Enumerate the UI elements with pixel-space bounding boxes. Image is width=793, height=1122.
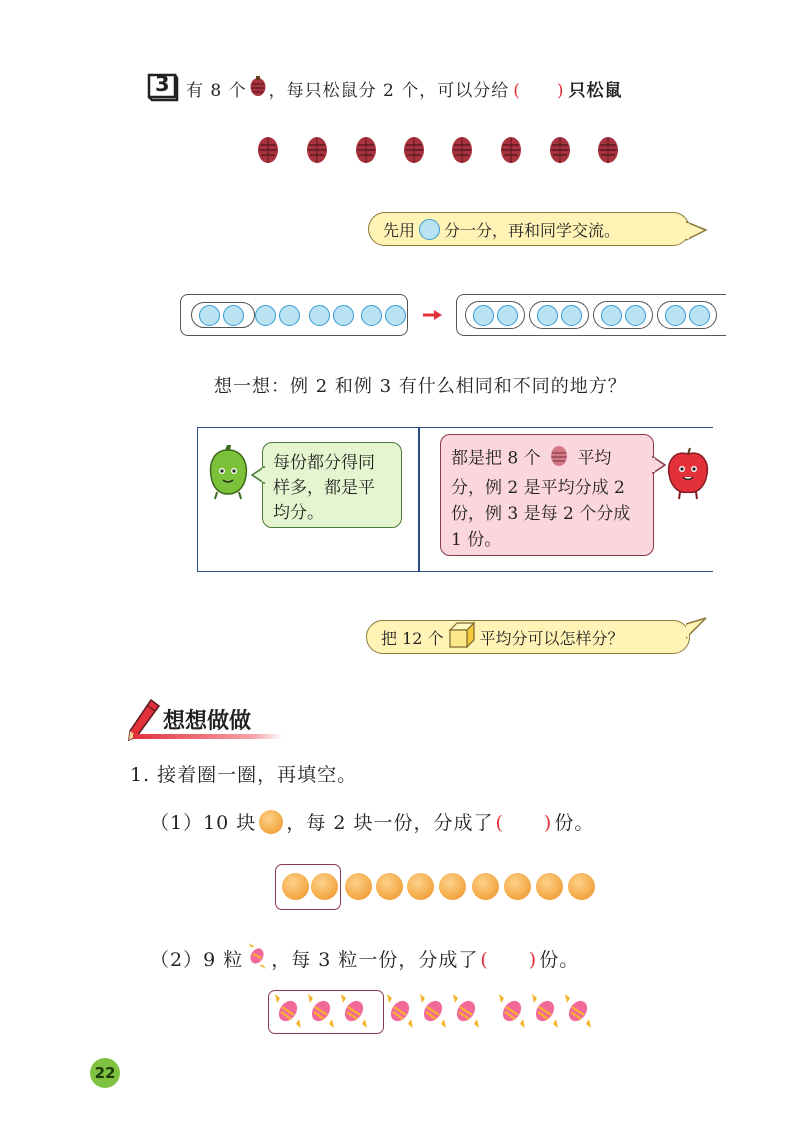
section-header <box>127 698 287 742</box>
counter-circle <box>255 305 276 326</box>
counter-circle <box>537 305 558 326</box>
counter-circle <box>333 305 354 326</box>
cookie <box>345 873 372 900</box>
pinecone-icon <box>307 137 327 163</box>
pinecone-icon <box>501 137 521 163</box>
q2-answer-blank[interactable]: ( ) <box>480 949 538 971</box>
q2-middle: ，每 3 粒一份，分成了 <box>271 949 479 971</box>
pinecone-icon <box>404 137 424 163</box>
discussion-box <box>197 427 713 572</box>
counter-circle-icon <box>419 219 440 240</box>
pinecone-icon <box>258 137 278 163</box>
cookie <box>376 873 403 900</box>
example-number: 3 <box>155 72 170 96</box>
pink-speech-text-1: 都是把 8 个 <box>451 448 541 469</box>
hint-text-2: 分一分，再和同学交流。 <box>444 220 621 240</box>
page-number-badge <box>90 1058 120 1088</box>
cookie <box>504 873 531 900</box>
pepper-character-icon <box>203 444 253 500</box>
pinecone-icon <box>452 137 472 163</box>
counter-circle <box>601 305 622 326</box>
example-question <box>186 75 623 102</box>
cube-icon <box>448 621 476 653</box>
candy-icon <box>532 994 558 1028</box>
page-number: 22 <box>94 1064 116 1082</box>
section-title: 想想做做 <box>163 709 252 734</box>
counter-circle <box>497 305 518 326</box>
cookie <box>439 873 466 900</box>
exercise-1-title: 1. 接着圈一圈，再填空。 <box>130 764 358 786</box>
cookie <box>407 873 434 900</box>
counter-circle <box>385 305 406 326</box>
cookie <box>311 873 338 900</box>
candy-icon <box>499 994 525 1028</box>
counter-circle <box>561 305 582 326</box>
candy-icon <box>275 994 301 1028</box>
q1-middle: ，每 2 块一份，分成了 <box>286 812 494 834</box>
exercise-1-q1 <box>150 808 594 835</box>
circles-after <box>456 294 726 336</box>
candy-icon <box>565 994 591 1028</box>
apple-character-icon <box>664 446 712 500</box>
candy-icon <box>246 943 268 974</box>
counter-circle <box>199 305 220 326</box>
cookie <box>282 873 309 900</box>
candy-icon <box>308 994 334 1028</box>
q2-prefix: （2）9 粒 <box>150 949 244 971</box>
hint-bubble <box>368 212 690 246</box>
q1-suffix: 份。 <box>554 812 595 834</box>
q1-prefix: （1）10 块 <box>150 812 257 834</box>
speech-tail-icon <box>251 466 265 484</box>
cookie <box>472 873 499 900</box>
pink-speech-text-2: 平均分，例 2 是平均分成 2 份，例 3 是每 2 个分成 1 份。 <box>451 448 631 550</box>
candy-group <box>274 994 608 1032</box>
counter-circle <box>223 305 244 326</box>
cookie <box>536 873 563 900</box>
example-number-badge <box>146 72 180 100</box>
counter-circle <box>309 305 330 326</box>
pinecone-icon <box>249 75 267 102</box>
cookie-row <box>275 864 605 910</box>
example-text-1: 有 8 个 <box>186 81 247 101</box>
candy-icon <box>341 994 367 1028</box>
counter-circle <box>473 305 494 326</box>
circles-before <box>180 294 408 336</box>
green-speech-panel <box>262 442 402 528</box>
exercise-1-q2 <box>150 943 579 974</box>
think-prompt: 想一想：例 2 和例 3 有什么相同和不同的地方？ <box>214 376 627 397</box>
arrow-right-icon <box>422 308 444 322</box>
pinecone-row <box>256 133 626 165</box>
counter-circle <box>665 305 686 326</box>
q2-suffix: 份。 <box>539 949 580 971</box>
candy-icon <box>420 994 446 1028</box>
question-bubble <box>366 620 690 654</box>
question-text-2: 平均分可以怎样分？ <box>479 628 624 648</box>
answer-blank[interactable]: ( ) <box>513 81 565 101</box>
counter-circle <box>625 305 646 326</box>
candy-row <box>268 990 608 1036</box>
counter-circle <box>361 305 382 326</box>
discussion-divider <box>418 428 420 571</box>
q1-answer-blank[interactable]: ( ) <box>495 812 553 834</box>
pinecone-icon <box>598 137 618 163</box>
pinecone-icon <box>549 443 569 475</box>
candy-icon <box>453 994 479 1028</box>
pink-speech-panel <box>440 434 654 556</box>
example-text-2: ，每只松鼠分 2 个，可以分给 <box>268 81 510 101</box>
bubble-tail-icon <box>686 616 708 642</box>
counter-circle <box>689 305 710 326</box>
pinecone-icon <box>550 137 570 163</box>
cookie-icon <box>259 810 283 834</box>
bubble-tail-icon <box>686 220 708 246</box>
candy-icon <box>387 994 413 1028</box>
example-text-3: 只松鼠 <box>568 81 623 101</box>
pinecone-icon <box>356 137 376 163</box>
green-speech-text: 每份都分得同样多，都是平均分。 <box>273 453 375 523</box>
counter-circle <box>279 305 300 326</box>
cookie <box>568 873 595 900</box>
question-text-1: 把 12 个 <box>381 628 444 648</box>
hint-text-1: 先用 <box>383 220 416 240</box>
